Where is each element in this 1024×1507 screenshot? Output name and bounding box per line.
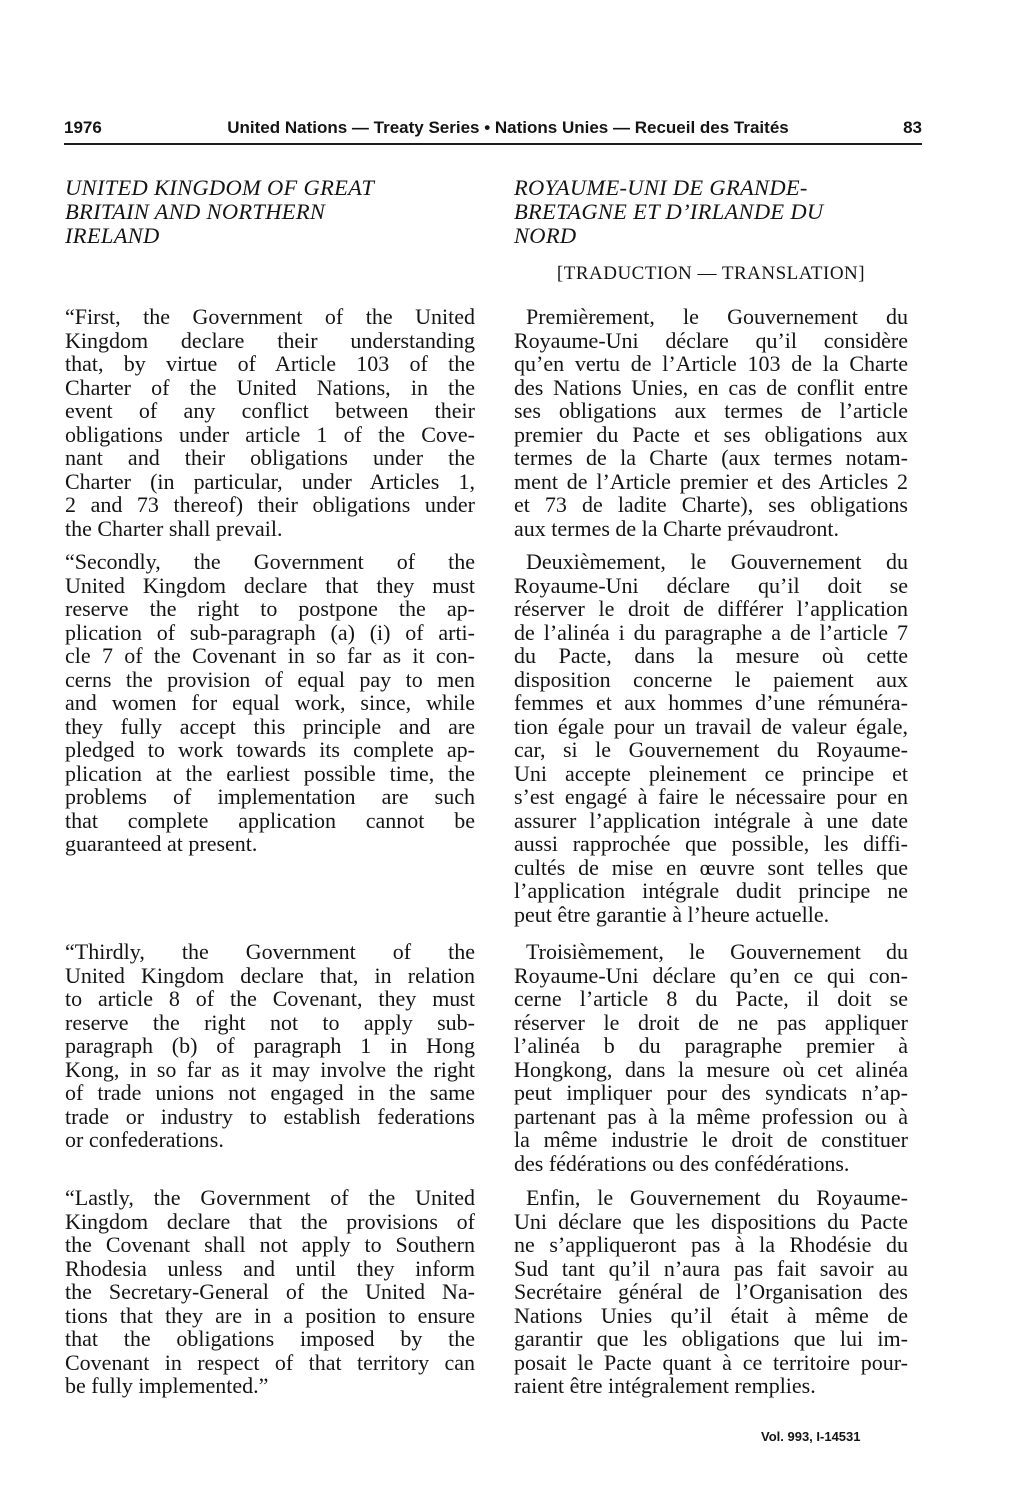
french-paragraph-second (514, 550, 908, 926)
text-line: “Secondly, the Government of the (65, 549, 475, 574)
text-line: Covenant in respect of that territory can (65, 1349, 475, 1375)
header-title: United Nations — Treaty Series • Nations Unies — Recueil des Traités (227, 118, 789, 137)
text-line: “First, the Government of the United (65, 304, 475, 329)
text-line: des fédérations ou des confédérations. (514, 1150, 850, 1176)
text-line: cle 7 of the Covenant in so far as it con- (65, 643, 475, 668)
text-line: Nations Unies qu’il était à même de (514, 1302, 908, 1328)
running-header (64, 114, 922, 146)
text-line: réserver le droit de différer l’application (514, 596, 908, 621)
text-line: Royaume-Uni déclare qu’en ce qui con- (514, 962, 908, 988)
heading-line: NORD (514, 223, 577, 248)
text-line: l’alinéa b du paragraphe premier à (514, 1033, 908, 1058)
text-line: posait le Pacte quant à ce territoire pour- (514, 1349, 908, 1375)
text-line: or confederations. (65, 1127, 224, 1152)
text-line: United Kingdom declare that they must (65, 572, 475, 598)
text-line: problems of implementation are such (65, 784, 475, 809)
heading-line: IRELAND (65, 223, 160, 248)
english-paragraph-first (65, 305, 475, 540)
text-line: Deuxièmement, le Gouvernement du (526, 549, 908, 574)
text-line: trade or industry to establish federations (65, 1103, 475, 1129)
heading-line: UNITED KINGDOM OF GREAT (65, 175, 375, 200)
text-line: Premièrement, le Gouvernement du (526, 304, 908, 329)
french-paragraph-first (514, 305, 908, 540)
text-line: Uni déclare que les dispositions du Pacte (514, 1208, 908, 1234)
text-line: they fully accept this principle and are (65, 713, 475, 739)
text-line: assurer l’application intégrale à une date (514, 807, 908, 833)
translation-note: [TRADUCTION — TRANSLATION] (556, 263, 866, 284)
text-line: plication at the earliest possible time, the (65, 760, 475, 786)
english-paragraph-third (65, 940, 475, 1152)
text-line: ment de l’Article premier et des Articles 2 (514, 468, 908, 494)
french-paragraph-third (514, 940, 908, 1175)
text-line: qu’en vertu de l’Article 103 de la Charte (514, 351, 908, 376)
text-line: reserve the right to postpone the ap- (65, 596, 475, 621)
text-line: Royaume-Uni déclare qu’il considère (514, 327, 908, 353)
header-year: 1976 (64, 118, 102, 137)
text-line: termes de la Charte (aux termes notam- (514, 445, 908, 470)
text-line: tions that they are in a position to ensure (65, 1302, 475, 1328)
french-paragraph-fourth (514, 1186, 908, 1398)
text-line: réserver le droit de ne pas appliquer (514, 1009, 908, 1035)
english-paragraph-fourth (65, 1186, 475, 1398)
text-line: that, by virtue of Article 103 of the (65, 351, 475, 376)
text-line: femmes et aux hommes d’une rémunéra- (514, 690, 908, 715)
text-line: “Lastly, the Government of the United (65, 1185, 475, 1210)
text-line: la même industrie le droit de constituer (514, 1127, 908, 1152)
text-line: aussi rapprochée que possible, les diffi- (514, 831, 908, 856)
text-line: partenant pas à la même profession ou à (514, 1103, 908, 1129)
text-line: ses obligations aux termes de l’article (514, 398, 908, 423)
text-line: United Kingdom declare that, in relation (65, 962, 475, 988)
page-number: 83 (903, 118, 922, 137)
text-line: paragraph (b) of paragraph 1 in Hong (65, 1033, 475, 1058)
text-line: be fully implemented.” (65, 1373, 269, 1398)
text-line: obligations under article 1 of the Cove- (65, 421, 475, 447)
text-line: the Covenant shall not apply to Southern (65, 1232, 475, 1257)
text-line: Secrétaire général de l’Organisation des (514, 1279, 908, 1304)
heading-line: BRETAGNE ET D’IRLANDE DU (514, 199, 824, 224)
text-line: aux termes de la Charte prévaudront. (514, 515, 839, 541)
text-line: that complete application cannot be (65, 807, 475, 833)
text-line: garantir que les obligations que lui im- (514, 1326, 908, 1351)
text-line: premier du Pacte et ses obligations aux (514, 421, 908, 447)
text-line: du Pacte, dans la mesure où cette (514, 643, 908, 668)
text-line: that the obligations imposed by the (65, 1326, 475, 1351)
text-line: Royaume-Uni déclare qu’il doit se (514, 572, 908, 598)
text-line: the Secretary-General of the United Na- (65, 1279, 475, 1304)
text-line: peut impliquer pour des syndicats n’ap- (514, 1080, 908, 1105)
text-line: plication of sub-paragraph (a) (i) of arti- (65, 619, 475, 645)
text-line: the Charter shall prevail. (65, 515, 283, 541)
text-line: et 73 de ladite Charte), ses obligations (514, 492, 908, 517)
text-line: to article 8 of the Covenant, they must (65, 986, 475, 1011)
text-line: of trade unions not engaged in the same (65, 1080, 475, 1105)
text-line: guaranteed at present. (65, 831, 258, 856)
text-line: cerne l’article 8 du Pacte, il doit se (514, 986, 908, 1011)
text-line: cultés de mise en œuvre sont telles que (514, 854, 908, 880)
text-line: Kong, in so far as it may involve the right (65, 1056, 475, 1082)
text-line: ne s’appliqueront pas à la Rhodésie du (514, 1232, 908, 1257)
text-line: event of any conflict between their (65, 398, 475, 423)
text-line: Troisièmement, le Gouvernement du (526, 939, 908, 964)
text-line: reserve the right not to apply sub- (65, 1009, 475, 1035)
text-line: Enfin, le Gouvernement du Royaume- (526, 1185, 908, 1210)
text-line: 2 and 73 thereof) their obligations under (65, 492, 475, 517)
text-line: nant and their obligations under the (65, 445, 475, 470)
heading-line: BRITAIN AND NORTHERN (65, 199, 326, 224)
english-heading (65, 176, 475, 248)
text-line: car, si le Gouvernement du Royaume- (514, 737, 908, 762)
text-line: l’application intégrale dudit principe ne (514, 878, 908, 903)
text-line: disposition concerne le paiement aux (514, 666, 908, 692)
text-line: Charter of the United Nations, in the (65, 374, 475, 400)
text-line: tion égale pour un travail de valeur égale, (514, 713, 908, 739)
english-paragraph-second (65, 550, 475, 856)
text-line: Hongkong, dans la mesure où cet alinéa (514, 1056, 908, 1082)
text-line: and women for equal work, since, while (65, 690, 475, 715)
text-line: raient être intégralement remplies. (514, 1373, 816, 1398)
text-line: Charter (in particular, under Articles 1, (65, 468, 475, 494)
text-line: Kingdom declare that the provisions of (65, 1208, 475, 1234)
text-line: de l’alinéa i du paragraphe a de l’article 7 (514, 619, 908, 645)
text-line: Sud tant qu’il n’aura pas fait savoir au (514, 1255, 908, 1281)
text-line: pledged to work towards its complete ap- (65, 737, 475, 762)
text-line: cerns the provision of equal pay to men (65, 666, 475, 692)
french-heading (514, 176, 908, 248)
header-rule (64, 143, 922, 145)
text-line: Uni accepte pleinement ce principe et (514, 760, 908, 786)
text-line: “Thirdly, the Government of the (65, 939, 475, 964)
heading-line: ROYAUME-UNI DE GRANDE- (514, 175, 808, 200)
text-line: s’est engagé à faire le nécessaire pour en (514, 784, 908, 809)
text-line: Rhodesia unless and until they inform (65, 1255, 475, 1281)
volume-reference: Vol. 993, I-14531 (761, 1429, 861, 1444)
text-line: peut être garantie à l’heure actuelle. (514, 901, 830, 927)
text-line: Kingdom declare their understanding (65, 327, 475, 353)
text-line: des Nations Unies, en cas de conflit entre (514, 374, 908, 400)
